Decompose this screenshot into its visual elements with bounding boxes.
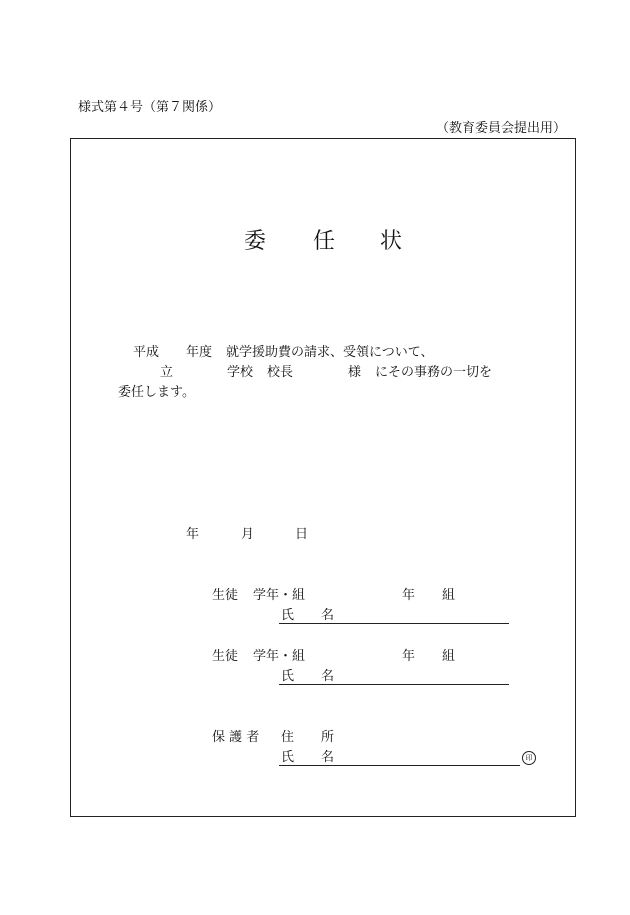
date-month-label: 月 — [241, 527, 255, 542]
name-label-first: 氏 — [281, 608, 295, 623]
guardian-label: 保 護 者 — [212, 730, 260, 745]
fiscal-year-label: 年度 — [186, 345, 213, 360]
seal-mark: 印 — [522, 751, 536, 765]
title-char-2: 任 — [313, 229, 336, 254]
name-label-second: 名 — [321, 669, 335, 684]
grade-class-label: 学年・組 — [253, 588, 306, 603]
era-label: 平成 — [133, 345, 160, 360]
student-label: 生徒 — [212, 649, 239, 664]
grade-label: 年 — [402, 649, 416, 664]
student-label: 生徒 — [212, 588, 239, 603]
name-label-first: 氏 — [281, 669, 295, 684]
municipality-label: 立 — [160, 365, 174, 380]
date-year-label: 年 — [186, 527, 200, 542]
name-label-second: 名 — [321, 750, 335, 765]
honorific-label: 様 — [348, 365, 362, 380]
school-label: 学校 — [227, 365, 254, 380]
body-line-1: 就学援助費の請求、受領について、 — [226, 345, 434, 360]
body-line-3: 委任します。 — [118, 385, 195, 400]
body-line-2: にその事務の一切を — [375, 365, 493, 380]
form-number: 様式第４号（第７関係） — [78, 100, 222, 115]
submit-note: （教育委員会提出用） — [436, 121, 567, 136]
title-char-1: 委 — [244, 229, 267, 254]
student-name-underline — [279, 623, 509, 624]
guardian-name-underline — [279, 765, 520, 766]
name-label-second: 名 — [321, 608, 335, 623]
date-day-label: 日 — [295, 527, 309, 542]
title-char-3: 状 — [380, 229, 403, 254]
class-label: 組 — [442, 649, 456, 664]
address-label-second: 所 — [321, 730, 335, 745]
class-label: 組 — [442, 588, 456, 603]
address-label-first: 住 — [281, 730, 295, 745]
name-label-first: 氏 — [281, 750, 295, 765]
principal-label: 校長 — [267, 365, 294, 380]
grade-label: 年 — [402, 588, 416, 603]
grade-class-label: 学年・組 — [253, 649, 306, 664]
student-name-underline — [279, 684, 509, 685]
